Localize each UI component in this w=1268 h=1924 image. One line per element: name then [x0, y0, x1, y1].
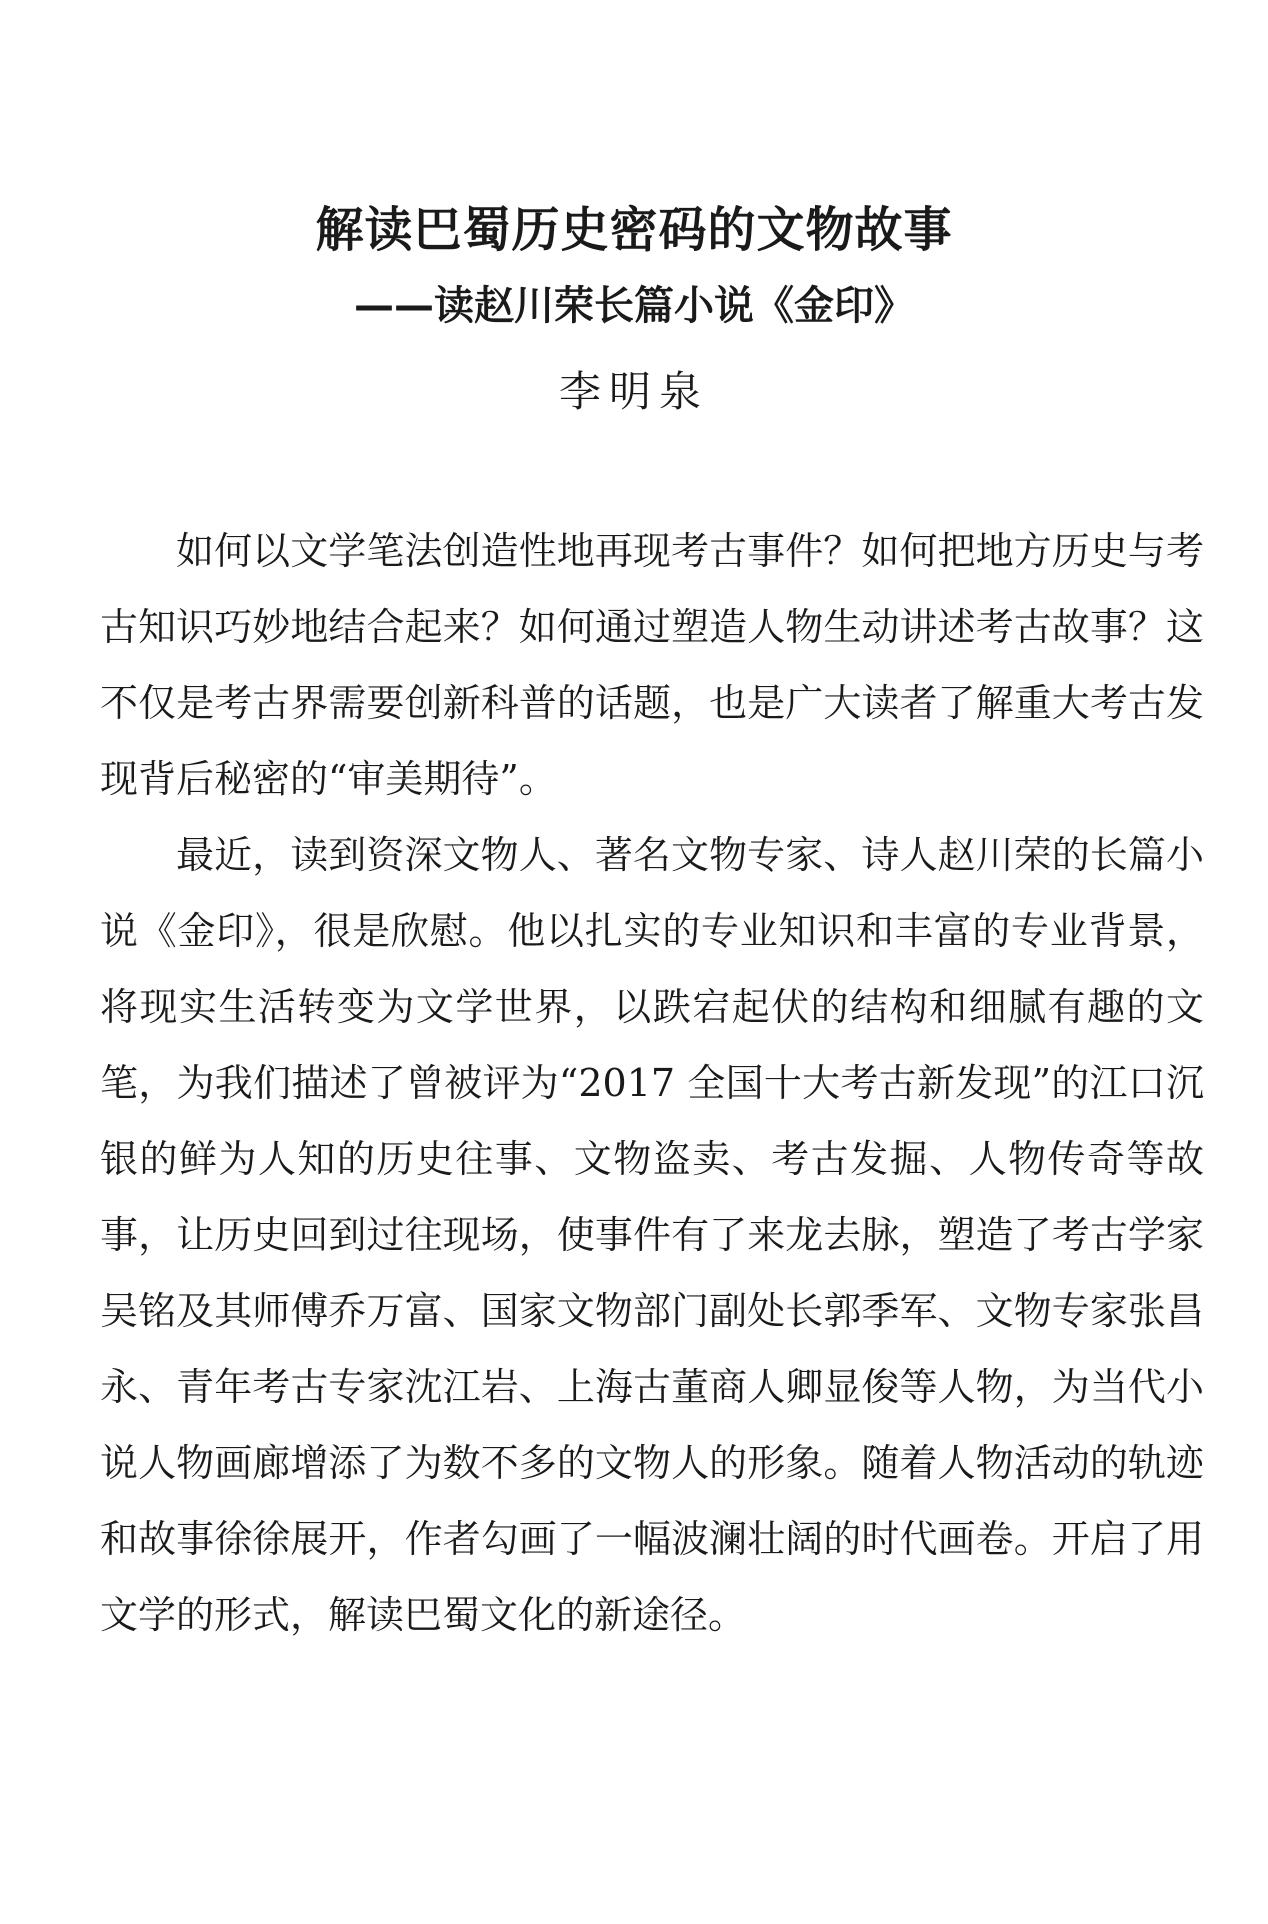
article-subtitle: ——读赵川荣长篇小说《金印》 — [354, 283, 914, 329]
paragraph: 如何以文学笔法创造性地再现考古事件？如何把地方历史与考古知识巧妙地结合起来？如何通过塑造人物生动讲述考古故事？这不仅是考古界需要创新科普的话题，也是广大读者了解重大考古发现背后秘密的“审美期待”。 — [100, 529, 1204, 801]
article-title: 解读巴蜀历史密码的文物故事 — [315, 202, 953, 258]
paragraph: 最近，读到资深文物人、著名文物专家、诗人赵川荣的长篇小说《金印》，很是欣慰。他以扎实的专业知识和丰富的专业背景，将现实生活转变为文学世界，以跌宕起伏的结构和细腻有趣的文笔，为我们描述了曾被评为“2017 全国十大考古新发现”的江口沉银的鲜为人知的历史往事、文物盗卖、考古发掘、人物传奇等故事，让历史回到过往现场，使事件有了来龙去脉，塑造了考古学家吴铭及其师傅乔万富、国家文物部门副处长郭季军、文物专家张昌永、青年考古专家沈江岩、上海古董商人卿显俊等人物，为当代小说人物画廊增添了为数不多的文物人的形象。随着人物活动的轨迹和故事徐徐展开，作者勾画了一幅波澜壮阔的时代画卷。开启了用文学的形式，解读巴蜀文化的新途径。 — [100, 833, 1204, 1637]
article-body — [100, 513, 1204, 1653]
article-author: 李明泉 — [558, 367, 709, 416]
